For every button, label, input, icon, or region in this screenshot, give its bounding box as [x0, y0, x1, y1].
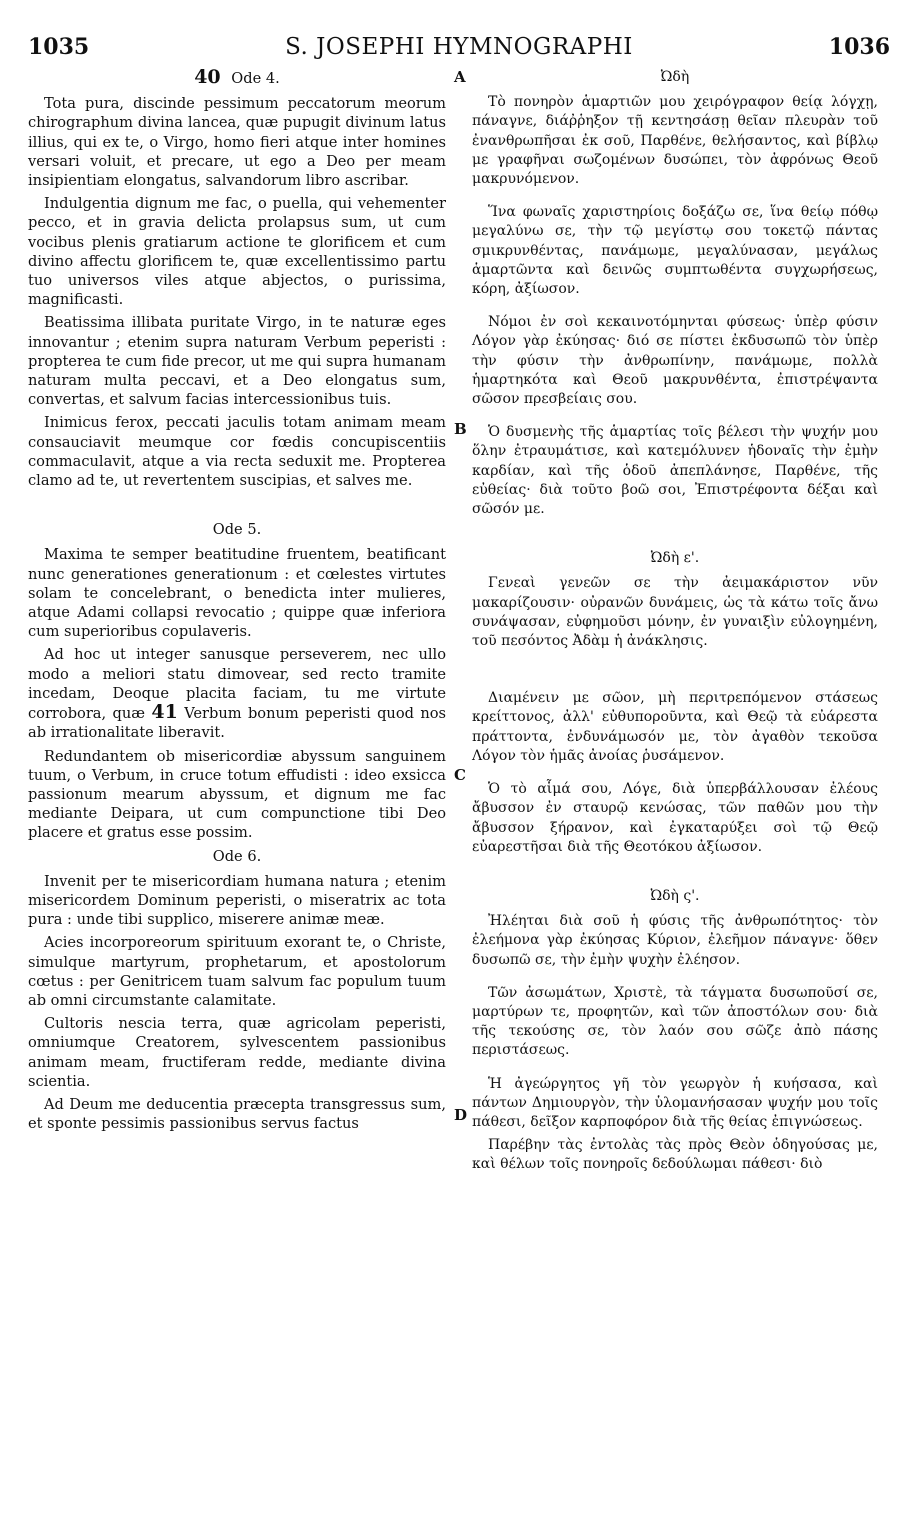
greek-ode6-paragraph: Τῶν ἀσωμάτων, Χριστὲ, τὰ τάγματα δυσωποῦσί σε, μαρτύρων τε, προφητῶν, καὶ τῶν ἀποστόλων σου· διὰ τῆς τεκούσης σε, τὸν λαόν σου σῶζε ἀπὸ πάσης περιστάσεως. [472, 984, 878, 1059]
latin-ode6-paragraph: Invenit per te misericordiam humana natura ; etenim misericordem Dominum peperisti, o miseratrix ac tota pura : unde tibi supplico, miserere animæ meæ. [28, 872, 446, 929]
greek-ode5-title: Ὠδὴ ε'. [650, 550, 700, 567]
latin-ode5-paragraph: Redundantem ob misericordiæ abyssum sanguinem tuum, o Verbum, in cruce totum effudisti : ideo exsicca passionum mearum abyssum, et dignum me fac mediante Deipara, ut cum compunctione tibi Deo placere et gratus esse possim. [28, 747, 446, 842]
latin-ode6-paragraph: Cultoris nescia terra, quæ agricolam peperisti, omniumque Creatorem, sylvescentem passionibus animam meam, fructiferam redde, mediante divina scientia. [28, 1015, 446, 1090]
latin-ode4-title: Ode 4. [231, 70, 280, 87]
margin-letter-d: D [454, 1106, 468, 1124]
latin-ode5-paragraph [28, 645, 446, 742]
greek-ode5-paragraph: Γενεαὶ γενεῶν σε τὴν ἀειμακάριστον νῦν μακαρίζουσιν· οὐρανῶν δυνάμεις, ὡς τὰ κάτω τοῖς ἄνω συνάψασαν, εὐφημοῦσι μόνην, ἐν γυναιξὶν εὐλογημένη, τοῦ πεσόντος Ἀδὰμ ἡ ἀνάκλησις. [472, 575, 878, 650]
right-page-number: 1036 [828, 34, 890, 60]
greek-ode4-paragraph: Τὸ πονηρὸν ἁμαρτιῶν μου χειρόγραφον θείᾳ λόγχῃ, πάναγνε, διάῤῥηξον τῇ κεντησάσῃ θεῖαν πλευρὰν τοῦ ἐνανθρωπῆσαι ἐκ σοῦ, Παρθένε, θελήσαντος, καὶ βίβλῳ με γραφῆναι σωζομένων δυσώπει, τὸν ἀφρόνως Θεοῦ μακρυνόμενον. [472, 94, 878, 188]
column-number-41: 41 [151, 701, 178, 724]
running-title: S. JOSEPHI HYMNOGRAPHI [285, 34, 633, 60]
margin-letter-c: C [454, 766, 466, 784]
greek-ode5-paragraph: Ὁ τὸ αἷμά σου, Λόγε, διὰ ὑπερβάλλουσαν ἐλέους ἄβυσσον ἐν σταυρῷ κενώσας, τῶν παθῶν μου τὴν ἄβυσσον ξήρανον, καὶ ἐγκαταρύξει σοὶ τῷ Θεῷ εὐαρεστῆσαι διὰ τῆς Θεοτόκου ἀξίωσον. [472, 781, 878, 855]
greek-ode6-paragraph: Ἠλέηται διὰ σοῦ ἡ φύσις τῆς ἀνθρωπότητος· τὸν ἐλεήμονα γὰρ ἐκύησας Κύριον, ἐλεῆμον πάναγνε· ὅθεν δυσωπῶ σε, τὴν ἐμὴν ψυχὴν ἐλέησον. [472, 913, 878, 968]
greek-column [472, 64, 878, 1520]
margin-letter-b: B [454, 420, 467, 438]
latin-column [28, 64, 446, 1520]
latin-ode5-text: Verbum bonum peperisti quod nos ab irrationalitate liberavit. [28, 705, 446, 742]
latin-ode4-paragraph: Inimicus ferox, peccati jaculis totam animam meam consauciavit meumque cor fœdis concupiscentiis commaculavit, atque a via recta seduxit me. Propterea clamo ad te, ut revertentem suscipias, et salves me. [28, 414, 446, 490]
greek-ode4-paragraph: Ἵνα φωναῖς χαριστηρίοις δοξάζω σε, ἵνα θείῳ πόθῳ μεγαλύνω σε, τὴν τῷ μεγίστῳ σου τοκετῷ πάντας σμικρυνθέντας, πανάμωμε, μεγαλύνασαν, μεγάλως ἁμαρτῶντα καὶ δεινῶς συμπτωθέντα συγχωρήσεως, κόρη, ἀξίωσον. [472, 204, 878, 298]
latin-ode4-heading [28, 68, 446, 88]
margin-letter-a: A [454, 68, 466, 86]
latin-ode4-paragraph: Tota pura, discinde pessimum peccatorum meorum chirographum divina lancea, quæ pupugit divinum latus illius, qui ex te, o Virgo, homo fieri atque inter homines versari voluit, et precare, ut ego a Deo per meam insipientiam elongatus, salvandorum libro ascribar. [28, 95, 446, 190]
column-number-40: 40 [194, 66, 221, 88]
greek-ode4-paragraph: Ὁ δυσμενὴς τῆς ἁμαρτίας τοῖς βέλεσι τὴν ψυχήν μου ὅλην ἐτραυμάτισε, καὶ κατεμόλυνεν ἡδοναῖς τὴν ἐμὴν καρδίαν, καὶ τῆς ὁδοῦ ἀπεπλάνησε, Παρθένε, τῆς εὐθείας· διὰ τοῦτο βοῶ σοι, Ἐπιστρέφοντα δέξαι καὶ σῶσόν με. [472, 424, 878, 518]
left-page-number: 1035 [28, 34, 90, 60]
greek-ode4-title: Ὠδὴ [660, 69, 690, 85]
latin-ode5-text: Ad hoc ut integer sanusque perseverem, nec ullo modo a meliori statu dimovear, sed recto tramite incedam, Deoque placita faciam, tu me virtute corrobora, quæ [28, 646, 446, 723]
greek-ode6-paragraph: Ἡ ἀγεώργητος γῆ τὸν γεωργὸν ἡ κυήσασα, καὶ πάντων Δημιουργὸν, τὴν ὑλομανήσασαν ψυχήν μου τοῖς πάθεσι, δεῖξον καρποφόρον διὰ τῆς θείας ἐπιγνώσεως. [472, 1075, 878, 1130]
greek-ode4-paragraph: Νόμοι ἐν σοὶ κεκαινοτόμηνται φύσεως· ὑπὲρ φύσιν Λόγον γὰρ ἐκύησας· διό σε πίστει ἐκδυσωπῶ τὸν ὑπὲρ τὴν φύσιν τὴν ἀνθρωπίνην, πανάμωμε, πολλὰ ἡμαρτηκότα καὶ Θεοῦ μακρυνθέντα, ἐπιστρέψαντα σῶσον πρεσβείαις σου. [472, 314, 878, 408]
greek-ode6-paragraph: Παρέβην τὰς ἐντολὰς τὰς πρὸς Θεὸν ὁδηγούσας με, καὶ θέλων τοῖς πονηροῖς δεδούλωμαι πάθεσι· διὸ [472, 1137, 878, 1173]
latin-ode4-paragraph: Indulgentia dignum me fac, o puella, qui vehementer pecco, et in gravia delicta prolapsus sum, ut cum vocibus plenis gratiarum actione te glorificem et cum divino affectu glorificem te, quæ excellentissimo partu tuo universos viles atque abjectos, o purissima, magnificasti. [28, 195, 446, 309]
latin-ode5-title: Ode 5. [212, 521, 262, 539]
latin-ode6-paragraph: Acies incorporeorum spirituum exorant te, o Christe, simulque martyrum, prophetarum, et apostolorum cœtus : per Genitricem tuam salvum fac populum tuum ab omni circumstante calamitate. [28, 934, 446, 1009]
greek-ode6-title: Ὠδὴ ς'. [650, 887, 700, 904]
latin-ode4-paragraph: Beatissima illibata puritate Virgo, in te naturæ eges innovantur ; etenim supra naturam Verbum peperisti : propterea te cum fide precor, ut me qui supra humanam naturam multa peccavi, et a Deo elongatus sum, convertas, et salvum facias intercessionibus tuis. [28, 314, 446, 409]
latin-ode6-paragraph: Ad Deum me deducentia præcepta transgressus sum, et sponte pessimis passionibus servus factus [28, 1095, 446, 1133]
latin-ode5-paragraph: Maxima te semper beatitudine fruentem, beatificant nunc generationes generationum : et cœlestes virtutes solam te concelebrant, o benedicta inter mulieres, atque Adami collapsi revocatio ; quippe quæ inferiora cum superioribus copulaveris. [28, 546, 446, 641]
greek-ode5-paragraph: Διαμένειν με σῶον, μὴ περιτρεπόμενον στάσεως κρείττονος, ἀλλ' εὐθυποροῦντα, καὶ Θεῷ τὰ εὐάρεστα πράττοντα, ἐνδυνάμωσόν με, τὸν ἀγαθὸν τεκοῦσα Λόγον τὸν ἡμᾶς ἀνοίας ῥυσάμενον. [472, 690, 878, 764]
latin-ode6-title: Ode 6. [212, 847, 262, 865]
